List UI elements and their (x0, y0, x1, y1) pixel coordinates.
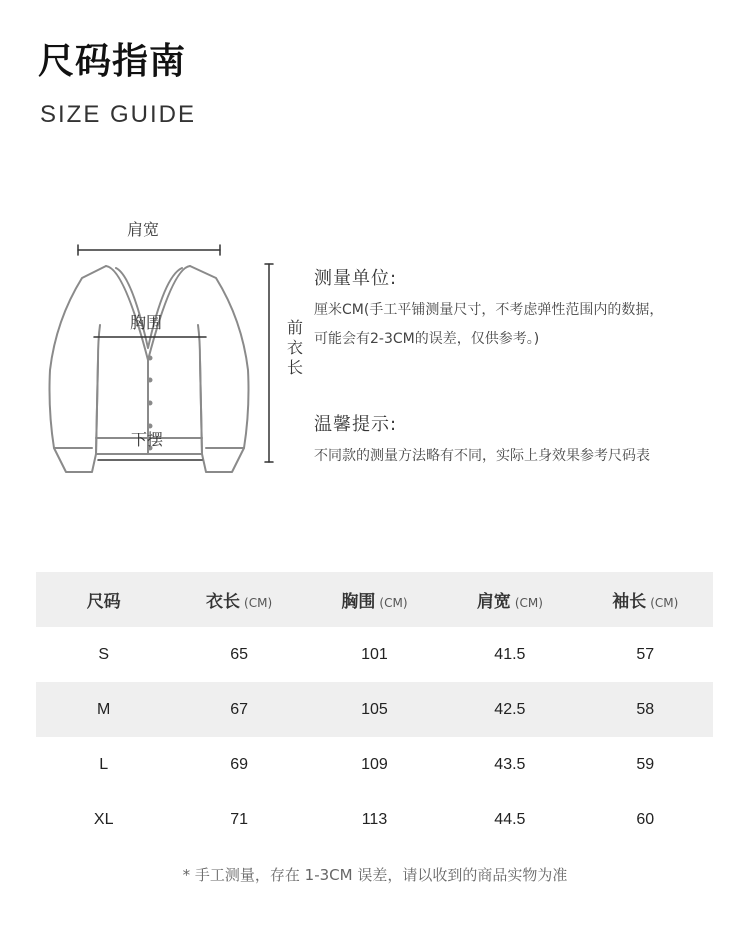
table-row (36, 792, 713, 847)
table-cell: M (97, 700, 111, 718)
table-row (36, 737, 713, 792)
table-cell: 59 (636, 755, 655, 773)
table-cell: 105 (361, 700, 388, 718)
table-cell: XL (93, 810, 114, 828)
footnote: * 手工测量，存在 1-3CM 误差，请以收到的商品实物为准 (182, 866, 568, 884)
table-cell: 69 (230, 755, 248, 773)
size-table (36, 572, 713, 847)
table-header-row (36, 572, 713, 627)
table-cell: S (98, 645, 110, 663)
table-cell: 109 (361, 755, 388, 773)
table-cell: 41.5 (494, 645, 526, 663)
table-row (36, 682, 713, 737)
header-shoulder: 肩宽 (CM) (476, 592, 543, 612)
page-title: 尺码指南 (38, 41, 187, 82)
shoulder-label: 肩宽 (127, 220, 160, 239)
table-cell: 101 (361, 645, 388, 663)
unit-description (314, 296, 663, 354)
table-cell: 113 (361, 810, 388, 828)
unit-text-line: 厘米CM(手工平铺测量尺寸，不考虑弹性范围内的数据， (314, 302, 664, 318)
tip-text: 不同款的测量方法略有不同，实际上身效果参考尺码表 (314, 448, 650, 464)
header-sleeve: 袖长 (CM) (612, 592, 679, 612)
header-length: 衣长 (CM) (206, 592, 273, 612)
table-cell: 42.5 (494, 700, 526, 718)
table-cell: L (99, 755, 109, 773)
chest-label: 胸围 (130, 313, 163, 332)
table-cell: 43.5 (494, 755, 526, 773)
unit-heading: 测量单位: (314, 268, 398, 289)
unit-text-line: 可能会有2-3CM的误差，仅供参考。) (314, 331, 540, 347)
table-cell: 44.5 (494, 810, 526, 828)
table-cell: 65 (230, 645, 248, 663)
table-cell: 71 (230, 810, 248, 828)
table-cell: 60 (636, 810, 655, 828)
tip-heading: 温馨提示: (314, 414, 398, 435)
cardigan-diagram (40, 210, 320, 490)
header-chest: 胸围 (CM) (341, 592, 408, 612)
table-cell: 58 (636, 700, 655, 718)
header-size: 尺码 (86, 592, 121, 612)
garment-outline-right (190, 266, 249, 472)
table-row (36, 627, 713, 682)
page-subtitle: SIZE GUIDE (40, 101, 197, 128)
table-cell: 57 (636, 645, 655, 663)
length-label: 前衣长 (286, 318, 303, 377)
hem-label: 下摆 (131, 430, 164, 449)
table-cell: 67 (230, 700, 248, 718)
